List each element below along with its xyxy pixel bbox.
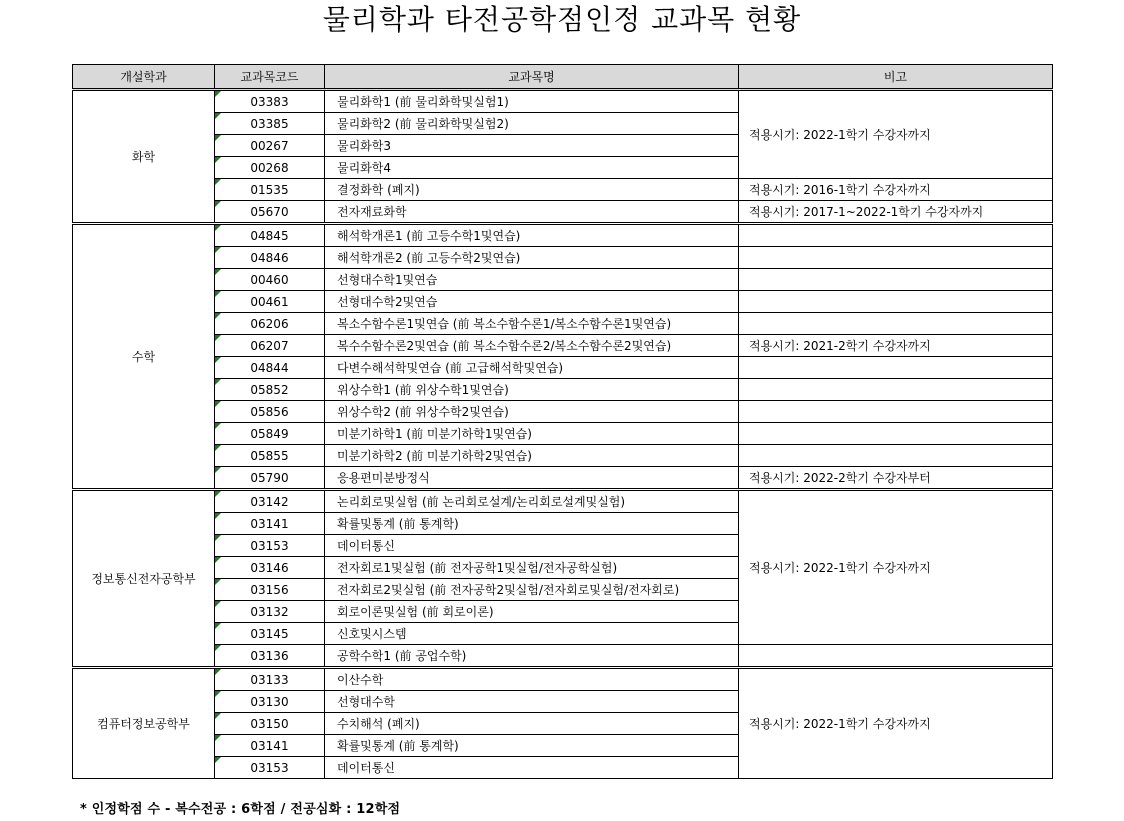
course-code-cell: 03156 (215, 579, 325, 601)
course-code-cell: 05790 (215, 467, 325, 490)
course-code-cell: 03142 (215, 490, 325, 513)
table-body (73, 90, 1053, 779)
dept-cell: 화학 (73, 90, 215, 224)
note-cell (739, 357, 1053, 379)
course-code-cell: 05855 (215, 445, 325, 467)
course-code-cell: 00267 (215, 135, 325, 157)
course-name-cell: 복수수함수론2및연습 (前 복소수함수론2/복소수함수론2및연습) (325, 335, 739, 357)
course-name-cell: 위상수학1 (前 위상수학1및연습) (325, 379, 739, 401)
table-row (73, 490, 1053, 513)
course-name-cell: 전자회로1및실험 (前 전자공학1및실험/전자공학실험) (325, 557, 739, 579)
table-row (73, 445, 1053, 467)
course-name-cell: 물리화학2 (前 물리화학및실험2) (325, 113, 739, 135)
note-cell (739, 423, 1053, 445)
course-name-cell: 물리화학4 (325, 157, 739, 179)
table-row (73, 179, 1053, 201)
table-row (73, 291, 1053, 313)
note-cell (739, 313, 1053, 335)
course-name-cell: 논리회로및실험 (前 논리회로설계/논리회로설계및실험) (325, 490, 739, 513)
course-code-cell: 03136 (215, 645, 325, 668)
course-code-cell: 04844 (215, 357, 325, 379)
note-cell: 적용시기: 2016-1학기 수강자까지 (739, 179, 1053, 201)
course-code-cell: 05849 (215, 423, 325, 445)
course-code-cell: 05852 (215, 379, 325, 401)
note-cell: 적용시기: 2021-2학기 수강자까지 (739, 335, 1053, 357)
course-name-cell: 선형대수학 (325, 691, 739, 713)
header-dept: 개설학과 (73, 65, 215, 90)
course-code-cell: 06207 (215, 335, 325, 357)
course-name-cell: 선형대수학1및연습 (325, 269, 739, 291)
course-name-cell: 미분기하학2 (前 미분기하학2및연습) (325, 445, 739, 467)
course-name-cell: 응용편미분방정식 (325, 467, 739, 490)
dept-cell: 컴퓨터정보공학부 (73, 668, 215, 779)
course-name-cell: 이산수학 (325, 668, 739, 691)
note-cell (739, 269, 1053, 291)
course-code-cell: 03146 (215, 557, 325, 579)
course-name-cell: 위상수학2 (前 위상수학2및연습) (325, 401, 739, 423)
table-row (73, 423, 1053, 445)
note-cell: 적용시기: 2022-1학기 수강자까지 (739, 90, 1053, 179)
table-row (73, 357, 1053, 379)
course-code-cell: 03153 (215, 757, 325, 779)
note-cell (739, 247, 1053, 269)
course-name-cell: 물리화학1 (前 물리화학및실험1) (325, 90, 739, 113)
course-code-cell: 03153 (215, 535, 325, 557)
course-name-cell: 해석학개론1 (前 고등수학1및연습) (325, 224, 739, 247)
note-cell (739, 291, 1053, 313)
table-header-row (73, 65, 1053, 90)
note-cell: 적용시기: 2022-2학기 수강자부터 (739, 467, 1053, 490)
course-code-cell: 03385 (215, 113, 325, 135)
course-table (72, 64, 1053, 779)
table-row (73, 90, 1053, 113)
table-row (73, 335, 1053, 357)
table-row (73, 201, 1053, 224)
course-code-cell: 03130 (215, 691, 325, 713)
course-name-cell: 선형대수학2및연습 (325, 291, 739, 313)
note-cell (739, 445, 1053, 467)
header-note: 비고 (739, 65, 1053, 90)
table-row (73, 313, 1053, 335)
course-name-cell: 해석학개론2 (前 고등수학2및연습) (325, 247, 739, 269)
course-code-cell: 03145 (215, 623, 325, 645)
course-code-cell: 01535 (215, 179, 325, 201)
dept-cell: 수학 (73, 224, 215, 490)
table-row (73, 379, 1053, 401)
course-name-cell: 전자재료화학 (325, 201, 739, 224)
course-code-cell: 03383 (215, 90, 325, 113)
course-code-cell: 03132 (215, 601, 325, 623)
table-row (73, 645, 1053, 668)
table-row (73, 269, 1053, 291)
course-name-cell: 회로이론및실험 (前 회로이론) (325, 601, 739, 623)
course-code-cell: 04845 (215, 224, 325, 247)
note-cell (739, 379, 1053, 401)
course-name-cell: 확률및통계 (前 통계학) (325, 735, 739, 757)
course-name-cell: 물리화학3 (325, 135, 739, 157)
course-name-cell: 확률및통계 (前 통계학) (325, 513, 739, 535)
course-code-cell: 04846 (215, 247, 325, 269)
table-row (73, 247, 1053, 269)
course-code-cell: 05670 (215, 201, 325, 224)
course-code-cell: 05856 (215, 401, 325, 423)
course-name-cell: 수치해석 (폐지) (325, 713, 739, 735)
table-row (73, 224, 1053, 247)
course-name-cell: 전자회로2및실험 (前 전자공학2및실험/전자회로및실험/전자회로) (325, 579, 739, 601)
header-code: 교과목코드 (215, 65, 325, 90)
course-name-cell: 신호및시스템 (325, 623, 739, 645)
note-cell (739, 224, 1053, 247)
note-cell (739, 645, 1053, 668)
course-name-cell: 복소수함수론1및연습 (前 복소수함수론1/복소수함수론1및연습) (325, 313, 739, 335)
table-row (73, 467, 1053, 490)
header-name: 교과목명 (325, 65, 739, 90)
note-cell (739, 401, 1053, 423)
course-name-cell: 데이터통신 (325, 757, 739, 779)
note-cell: 적용시기: 2022-1학기 수강자까지 (739, 490, 1053, 645)
footnote: * 인정학점 수 - 복수전공 : 6학점 / 전공심화 : 12학점 (80, 802, 401, 817)
course-code-cell: 03141 (215, 735, 325, 757)
course-code-cell: 00268 (215, 157, 325, 179)
course-name-cell: 미분기하학1 (前 미분기하학1및연습) (325, 423, 739, 445)
table-row (73, 401, 1053, 423)
course-code-cell: 00461 (215, 291, 325, 313)
table-row (73, 668, 1053, 691)
course-code-cell: 00460 (215, 269, 325, 291)
note-cell: 적용시기: 2017-1~2022-1학기 수강자까지 (739, 201, 1053, 224)
note-cell: 적용시기: 2022-1학기 수강자까지 (739, 668, 1053, 779)
course-code-cell: 03133 (215, 668, 325, 691)
course-code-cell: 06206 (215, 313, 325, 335)
course-code-cell: 03141 (215, 513, 325, 535)
course-name-cell: 다변수해석학및연습 (前 고급해석학및연습) (325, 357, 739, 379)
course-name-cell: 결정화학 (폐지) (325, 179, 739, 201)
page-title: 물리학과 타전공학점인정 교과목 현황 (322, 3, 802, 36)
course-name-cell: 데이터통신 (325, 535, 739, 557)
course-name-cell: 공학수학1 (前 공업수학) (325, 645, 739, 668)
dept-cell: 정보통신전자공학부 (73, 490, 215, 668)
course-code-cell: 03150 (215, 713, 325, 735)
